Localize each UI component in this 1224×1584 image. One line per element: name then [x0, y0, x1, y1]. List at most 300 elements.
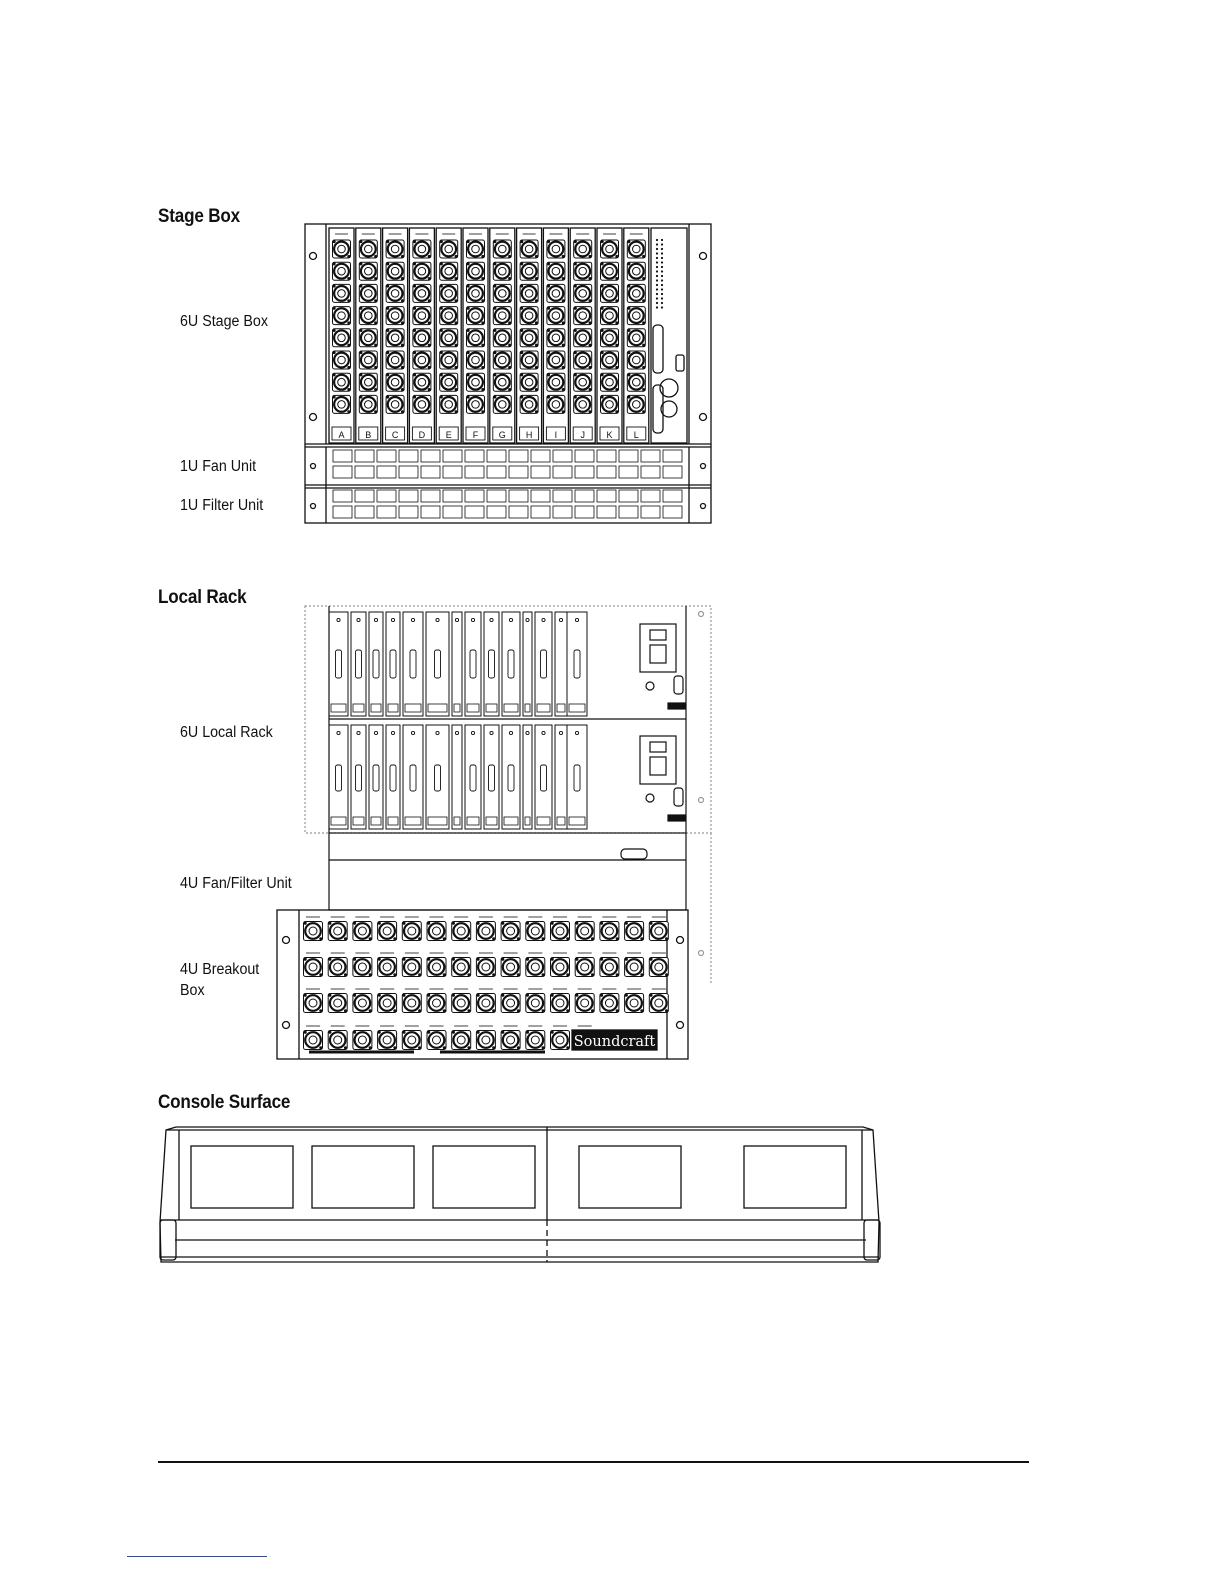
- vent-slot: [421, 490, 440, 502]
- console-end-cap: [160, 1220, 176, 1260]
- rack-hole: [699, 612, 704, 617]
- xlr-connector: [476, 1031, 495, 1050]
- xlr-connector: [353, 1031, 372, 1050]
- status-led: [656, 284, 658, 286]
- xlr-connector: [402, 958, 421, 977]
- console-surface-drawing: [160, 1127, 880, 1262]
- xlr-connector: [520, 373, 538, 391]
- vent-slot: [443, 466, 462, 478]
- xlr-connector: [520, 351, 538, 369]
- vent-slot: [575, 450, 594, 462]
- xlr-connector: [493, 262, 511, 280]
- xlr-connector: [440, 351, 458, 369]
- xlr-connector: [386, 351, 404, 369]
- xlr-connector: [493, 351, 511, 369]
- xlr-connector: [627, 262, 645, 280]
- vent-slot: [377, 490, 396, 502]
- vent-slot: [333, 466, 352, 478]
- xlr-connector: [386, 329, 404, 347]
- vent-slot: [641, 466, 660, 478]
- xlr-connector: [402, 922, 421, 941]
- card-letter: L: [633, 430, 639, 440]
- vent-slot: [465, 466, 484, 478]
- rack-card-upper: [567, 612, 587, 716]
- d-sub-connector: [574, 765, 580, 791]
- d-sub-connector: [489, 765, 495, 791]
- status-led: [661, 252, 663, 254]
- xlr-connector: [601, 395, 619, 413]
- xlr-connector: [627, 373, 645, 391]
- stage-box-drawing: [305, 224, 711, 523]
- xlr-connector: [353, 994, 372, 1013]
- xlr-connector: [625, 994, 644, 1013]
- vent-slot: [509, 490, 528, 502]
- xlr-connector: [574, 395, 592, 413]
- vent-slot: [575, 490, 594, 502]
- xlr-connector: [328, 958, 347, 977]
- console-surface-heading: Console Surface: [158, 1092, 291, 1113]
- vent-slot: [399, 506, 418, 518]
- d-sub-connector: [541, 650, 547, 678]
- xlr-connector: [333, 351, 351, 369]
- vent-slot: [553, 450, 572, 462]
- d-sub-connector: [653, 325, 663, 373]
- xlr-connector: [304, 1031, 323, 1050]
- rack-card-upper: [523, 612, 532, 716]
- status-led: [661, 302, 663, 304]
- power-supply-lower: [640, 736, 685, 821]
- xlr-connector: [452, 1031, 471, 1050]
- rack-hole: [700, 253, 707, 260]
- status-led: [661, 266, 663, 268]
- xlr-connector: [501, 1031, 520, 1050]
- xlr-connector: [413, 373, 431, 391]
- d-sub-connector: [541, 765, 547, 791]
- vent-slot: [663, 466, 682, 478]
- breakout-box-drawing: [277, 910, 688, 1059]
- screen-panel: [312, 1146, 414, 1208]
- xlr-connector: [378, 958, 397, 977]
- xlr-connector: [413, 240, 431, 258]
- xlr-connector: [378, 922, 397, 941]
- vent-slot: [465, 506, 484, 518]
- stage-box-6u-label: 6U Stage Box: [180, 313, 269, 330]
- rack-hole: [310, 253, 317, 260]
- xlr-connector: [413, 395, 431, 413]
- xlr-connector: [359, 284, 377, 302]
- xlr-connector: [333, 373, 351, 391]
- d-sub-connector: [508, 650, 514, 678]
- rack-card-upper: [535, 612, 552, 716]
- vent-slot: [597, 490, 616, 502]
- xlr-connector: [386, 284, 404, 302]
- xlr-connector: [333, 262, 351, 280]
- serial-port: [676, 355, 684, 371]
- xlr-connector: [547, 351, 565, 369]
- xlr-connector: [440, 284, 458, 302]
- status-led: [656, 266, 658, 268]
- xlr-connector: [547, 284, 565, 302]
- card-letter: I: [554, 430, 558, 440]
- xlr-connector: [476, 994, 495, 1013]
- d-sub-connector: [470, 765, 476, 791]
- xlr-connector: [452, 958, 471, 977]
- xlr-connector: [575, 958, 594, 977]
- rack-hole: [310, 414, 317, 421]
- vent-slot: [575, 506, 594, 518]
- rack-card-upper: [329, 612, 348, 716]
- fan-filter-connector: [621, 849, 647, 859]
- xlr-connector: [493, 307, 511, 325]
- xlr-connector: [333, 284, 351, 302]
- status-led: [661, 239, 663, 241]
- xlr-connector: [600, 958, 619, 977]
- xlr-connector: [413, 351, 431, 369]
- rack-card-upper: [403, 612, 423, 716]
- fan-filter-4u-label: 4U Fan/Filter Unit: [180, 875, 292, 892]
- rack-card-lower: [351, 725, 366, 829]
- xlr-connector: [353, 958, 372, 977]
- vent-slot: [509, 450, 528, 462]
- vent-slot: [465, 490, 484, 502]
- xlr-connector: [627, 351, 645, 369]
- xlr-connector: [359, 373, 377, 391]
- d-sub-connector: [336, 765, 342, 791]
- xlr-connector: [427, 958, 446, 977]
- filter-unit-1u-label: 1U Filter Unit: [180, 497, 264, 514]
- vent-slot: [355, 490, 374, 502]
- vent-slot: [597, 506, 616, 518]
- vent-slot: [355, 506, 374, 518]
- xlr-connector: [333, 395, 351, 413]
- xlr-connector: [493, 240, 511, 258]
- xlr-connector: [547, 395, 565, 413]
- xlr-connector: [440, 329, 458, 347]
- vent-slot: [465, 450, 484, 462]
- vent-slot: [641, 450, 660, 462]
- xlr-connector: [600, 994, 619, 1013]
- vent-slot: [487, 450, 506, 462]
- status-led: [661, 275, 663, 277]
- xlr-connector: [526, 922, 545, 941]
- xlr-connector: [493, 329, 511, 347]
- xlr-connector: [574, 373, 592, 391]
- xlr-connector: [625, 922, 644, 941]
- xlr-connector: [413, 329, 431, 347]
- status-led: [661, 306, 663, 308]
- xlr-connector: [627, 395, 645, 413]
- xlr-connector: [386, 240, 404, 258]
- rack-card-lower: [452, 725, 462, 829]
- card-letter: A: [338, 430, 345, 440]
- d-sub-connector: [373, 765, 379, 791]
- rack-hole: [677, 1022, 684, 1029]
- vent-slot: [619, 466, 638, 478]
- xlr-connector: [333, 329, 351, 347]
- rack-card-upper: [502, 612, 520, 716]
- rack-card-lower: [502, 725, 520, 829]
- status-led: [656, 275, 658, 277]
- xlr-connector: [547, 262, 565, 280]
- xlr-connector: [386, 262, 404, 280]
- status-led: [661, 261, 663, 263]
- vent-slot: [575, 466, 594, 478]
- vent-slot: [553, 506, 572, 518]
- xlr-connector: [520, 240, 538, 258]
- rack-hole: [677, 937, 684, 944]
- vent-slot: [553, 490, 572, 502]
- xlr-connector: [467, 395, 485, 413]
- vent-slot: [487, 466, 506, 478]
- vent-slot: [399, 450, 418, 462]
- xlr-connector: [359, 395, 377, 413]
- status-led: [656, 248, 658, 250]
- rack-card-upper: [369, 612, 383, 716]
- xlr-connector: [547, 307, 565, 325]
- xlr-connector: [574, 262, 592, 280]
- status-led: [656, 306, 658, 308]
- xlr-connector: [627, 284, 645, 302]
- status-led: [656, 261, 658, 263]
- d-sub-connector: [410, 650, 416, 678]
- xlr-connector: [601, 262, 619, 280]
- rack-hole: [701, 504, 706, 509]
- rack-card-lower: [484, 725, 499, 829]
- xlr-connector: [427, 1031, 446, 1050]
- d-sub-connector: [390, 765, 396, 791]
- vent-slot: [663, 490, 682, 502]
- stage-box-heading: Stage Box: [158, 206, 241, 227]
- vent-slot: [421, 506, 440, 518]
- xlr-connector: [574, 240, 592, 258]
- xlr-connector: [440, 373, 458, 391]
- status-led: [656, 279, 658, 281]
- xlr-connector: [547, 329, 565, 347]
- local-rack-6u-label: 6U Local Rack: [180, 724, 273, 741]
- vent-slot: [641, 506, 660, 518]
- vent-slot: [399, 466, 418, 478]
- xlr-connector: [452, 994, 471, 1013]
- footer-link-underline: [127, 1556, 267, 1557]
- status-led: [656, 302, 658, 304]
- rack-card-lower: [465, 725, 481, 829]
- rack-hole: [283, 1022, 290, 1029]
- vent-slot: [377, 450, 396, 462]
- status-led: [661, 297, 663, 299]
- vent-slot: [377, 466, 396, 478]
- d-sub-connector: [489, 650, 495, 678]
- screen-panel: [433, 1146, 535, 1208]
- d-sub-connector: [373, 650, 379, 678]
- xlr-connector: [328, 922, 347, 941]
- xlr-connector: [493, 284, 511, 302]
- breakout-4u-label: 4U Breakout Box: [180, 961, 260, 999]
- vent-slot: [531, 450, 550, 462]
- xlr-connector: [551, 1031, 570, 1050]
- d-sub-connector: [470, 650, 476, 678]
- console-outline: [160, 1127, 879, 1262]
- xlr-connector: [304, 922, 323, 941]
- status-led: [661, 288, 663, 290]
- status-led: [656, 239, 658, 241]
- xlr-connector: [601, 373, 619, 391]
- xlr-connector: [452, 922, 471, 941]
- status-led: [661, 243, 663, 245]
- xlr-connector: [547, 240, 565, 258]
- vent-slot: [333, 506, 352, 518]
- rack-card-lower: [523, 725, 532, 829]
- xlr-connector: [501, 958, 520, 977]
- rack-hole: [699, 798, 704, 803]
- vent-slot: [663, 506, 682, 518]
- rack-card-lower: [555, 725, 567, 829]
- card-letter: G: [498, 430, 506, 440]
- xlr-connector: [574, 307, 592, 325]
- xlr-connector: [520, 329, 538, 347]
- xlr-connector: [359, 329, 377, 347]
- xlr-connector: [493, 373, 511, 391]
- xlr-connector: [551, 922, 570, 941]
- xlr-connector: [467, 351, 485, 369]
- xlr-connector: [467, 373, 485, 391]
- xlr-connector: [467, 284, 485, 302]
- d-sub-connector: [435, 650, 441, 678]
- card-letter: D: [418, 430, 426, 440]
- xlr-connector: [359, 351, 377, 369]
- xlr-connector: [649, 922, 668, 941]
- xlr-connector: [440, 395, 458, 413]
- xlr-connector: [467, 262, 485, 280]
- status-led: [661, 284, 663, 286]
- rack-hole: [700, 414, 707, 421]
- rack-card-upper: [465, 612, 481, 716]
- xlr-connector: [413, 284, 431, 302]
- stage-box-control-card: [651, 228, 687, 443]
- d-sub-connector: [508, 765, 514, 791]
- vent-slot: [619, 490, 638, 502]
- xlr-connector: [440, 240, 458, 258]
- vent-slot: [443, 490, 462, 502]
- xlr-connector: [526, 958, 545, 977]
- card-letter: K: [606, 430, 613, 440]
- status-led: [661, 257, 663, 259]
- vent-slot: [597, 466, 616, 478]
- xlr-connector: [440, 307, 458, 325]
- screen-panel: [579, 1146, 681, 1208]
- xlr-connector: [378, 1031, 397, 1050]
- screen-panel: [191, 1146, 293, 1208]
- xlr-connector: [328, 1031, 347, 1050]
- vent-slot: [531, 466, 550, 478]
- rack-card-lower: [386, 725, 400, 829]
- d-sub-connector: [410, 765, 416, 791]
- xlr-connector: [574, 329, 592, 347]
- fan-unit-1u-label: 1U Fan Unit: [180, 458, 257, 475]
- xlr-connector: [649, 994, 668, 1013]
- xlr-connector: [501, 994, 520, 1013]
- xlr-connector: [575, 922, 594, 941]
- card-letter: E: [445, 430, 452, 440]
- xlr-connector: [551, 958, 570, 977]
- xlr-connector: [353, 922, 372, 941]
- screen-panel: [744, 1146, 846, 1208]
- vent-slot: [333, 490, 352, 502]
- d-sub-connector: [336, 650, 342, 678]
- xlr-connector: [304, 958, 323, 977]
- xlr-connector: [476, 958, 495, 977]
- xlr-connector: [413, 307, 431, 325]
- xlr-connector: [600, 922, 619, 941]
- status-led: [656, 297, 658, 299]
- d-sub-connector: [390, 650, 396, 678]
- xlr-connector: [627, 240, 645, 258]
- rack-card-upper: [484, 612, 499, 716]
- xlr-connector: [378, 994, 397, 1013]
- fan-filter-unit: [329, 833, 686, 910]
- card-letter: C: [391, 430, 399, 440]
- rack-hole: [311, 464, 316, 469]
- xlr-connector: [547, 373, 565, 391]
- xlr-connector: [467, 329, 485, 347]
- vent-slot: [355, 450, 374, 462]
- xlr-connector: [386, 307, 404, 325]
- status-led: [661, 248, 663, 250]
- status-led: [656, 257, 658, 259]
- vent-slot: [399, 490, 418, 502]
- xlr-connector: [493, 395, 511, 413]
- xlr-connector: [476, 922, 495, 941]
- xlr-connector: [649, 958, 668, 977]
- card-letter: B: [365, 430, 372, 440]
- xlr-connector: [402, 994, 421, 1013]
- vent-slot: [597, 450, 616, 462]
- rack-card-lower: [369, 725, 383, 829]
- footer-rule: [158, 1461, 1029, 1463]
- vent-slot: [421, 450, 440, 462]
- d-sub-connector: [435, 765, 441, 791]
- xlr-connector: [304, 994, 323, 1013]
- rack-card-upper: [351, 612, 366, 716]
- xlr-connector: [467, 240, 485, 258]
- vent-slot: [509, 466, 528, 478]
- vent-slot: [487, 506, 506, 518]
- xlr-connector: [359, 307, 377, 325]
- card-letter: H: [525, 430, 533, 440]
- xlr-connector: [574, 284, 592, 302]
- vent-slot: [421, 466, 440, 478]
- xlr-connector: [359, 240, 377, 258]
- rack-card-lower: [426, 725, 449, 829]
- status-led: [656, 252, 658, 254]
- rack-card-upper: [426, 612, 449, 716]
- xlr-connector: [467, 307, 485, 325]
- d-sub-connector: [356, 765, 362, 791]
- xlr-connector: [625, 958, 644, 977]
- vent-slot: [641, 490, 660, 502]
- rack-card-lower: [567, 725, 587, 829]
- rack-card-upper: [386, 612, 400, 716]
- local-rack-heading: Local Rack: [158, 587, 247, 608]
- rack-card-lower: [535, 725, 552, 829]
- xlr-connector: [575, 994, 594, 1013]
- xlr-connector: [359, 262, 377, 280]
- rack-hole: [283, 937, 290, 944]
- power-supply-upper: [640, 624, 685, 709]
- d-sub-connector: [574, 650, 580, 678]
- vent-slot: [553, 466, 572, 478]
- xlr-connector: [520, 395, 538, 413]
- card-letter: F: [472, 430, 479, 440]
